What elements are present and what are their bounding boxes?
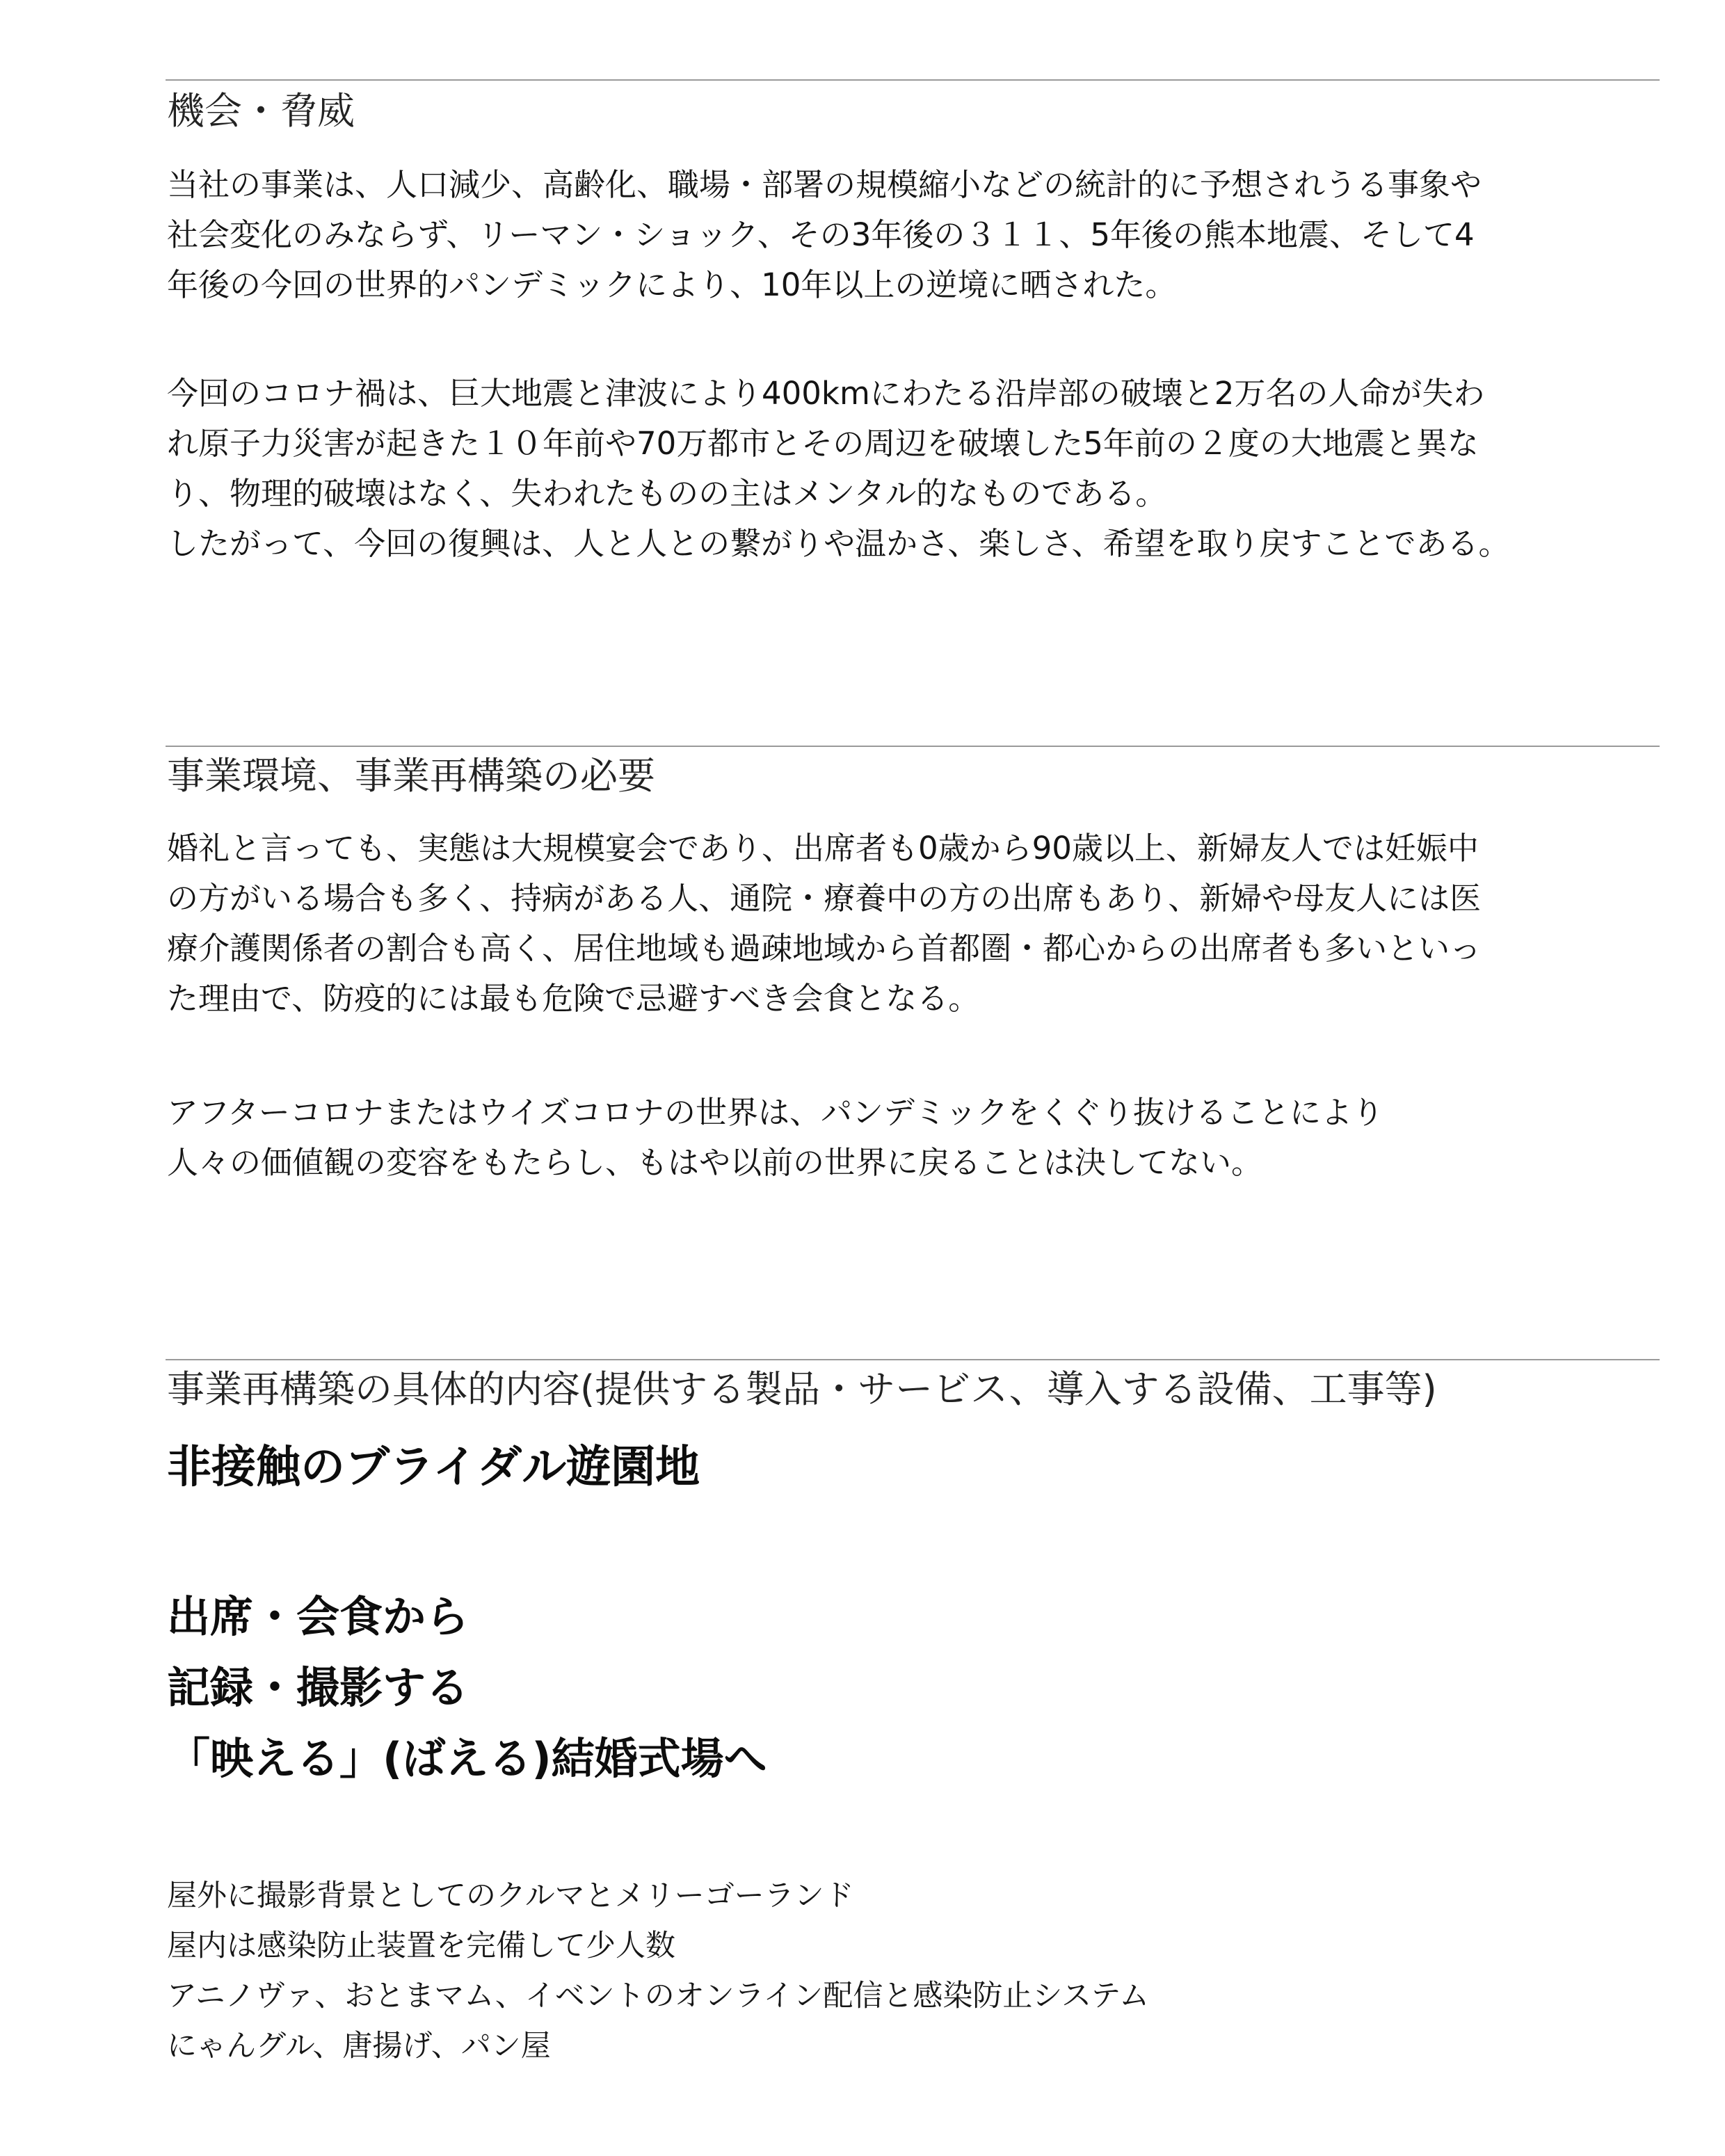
list-item: アニノヴァ、おとまマム、イベントのオンライン配信と感染防止システム [167,1979,1150,2013]
section2-heading: 事業環境、事業再構築の必要 [167,754,655,798]
section1-divider [166,79,1660,81]
section1-paragraph-2 [167,369,1669,569]
list-item: 屋内は感染防止装置を完備して少人数 [167,1929,675,1963]
text-line: り、物理的破壊はなく、失われたものの主はメンタル的なものである。 [167,475,1167,512]
text-line: た理由で、防疫的には最も危険で忌避すべき会食となる。 [167,980,980,1017]
text-line: れ原子力災害が起きた１０年前や70万都市とその周辺を破壊した5年前の２度の大地震と異な [167,425,1479,462]
text-line: 療介護関係者の割合も高く、居住地域も過疎地域から首都圏・都心からの出席者も多いといっ [167,930,1482,967]
section3-divider [166,1359,1660,1360]
text-line: 当社の事業は、人口減少、高齢化、職場・部署の規模縮小などの統計的に予想されうる事象や [167,166,1482,203]
slogan-line: 出席・会食から [167,1591,470,1642]
section3-title: 非接触のブライダル遊園地 [167,1442,700,1493]
text-line: の方がいる場合も多く、持病がある人、通院・療養中の方の出席もあり、新婦や母友人には医 [167,880,1482,917]
section1-paragraph-1 [167,160,1669,310]
section3-items [167,1871,1149,2071]
text-line: 婚礼と言っても、実態は大規模宴会であり、出席者も0歳から90歳以上、新婦友人では妊娠中 [167,830,1479,867]
text-line: したがって、今回の復興は、人と人との繋がりや温かさ、楽しさ、希望を取り戻すことである。 [167,525,1510,562]
text-line: 社会変化のみならず、リーマン・ショック、その3年後の３１１、5年後の熊本地震、そして4 [167,216,1475,253]
section2-paragraph-2 [167,1088,1669,1188]
section2-divider [166,746,1660,747]
section1-heading: 機会・脅威 [167,89,355,133]
text-line: 人々の価値観の変容をもたらし、もはや以前の世界に戻ることは決してない。 [167,1144,1263,1181]
slogan-line: 「映える」(ばえる)結婚式場へ [167,1733,767,1784]
list-item: にゃんグル、唐揚げ、パン屋 [167,2029,551,2064]
text-line: 今回のコロナ禍は、巨大地震と津波により400kmにわたる沿岸部の破壊と2万名の人命が失わ [167,375,1485,412]
slogan-line: 記録・撮影する [167,1662,470,1713]
section2-paragraph-1 [167,823,1669,1024]
section3-heading: 事業再構築の具体的内容(提供する製品・サービス、導入する設備、工事等) [167,1367,1437,1411]
section3-slogan [167,1582,767,1794]
text-line: 年後の今回の世界的パンデミックにより、10年以上の逆境に晒された。 [167,266,1177,303]
list-item: 屋外に撮影背景としてのクルマとメリーゴーランド [167,1879,854,1913]
text-line: アフターコロナまたはウイズコロナの世界は、パンデミックをくぐり抜けることにより [167,1094,1384,1131]
